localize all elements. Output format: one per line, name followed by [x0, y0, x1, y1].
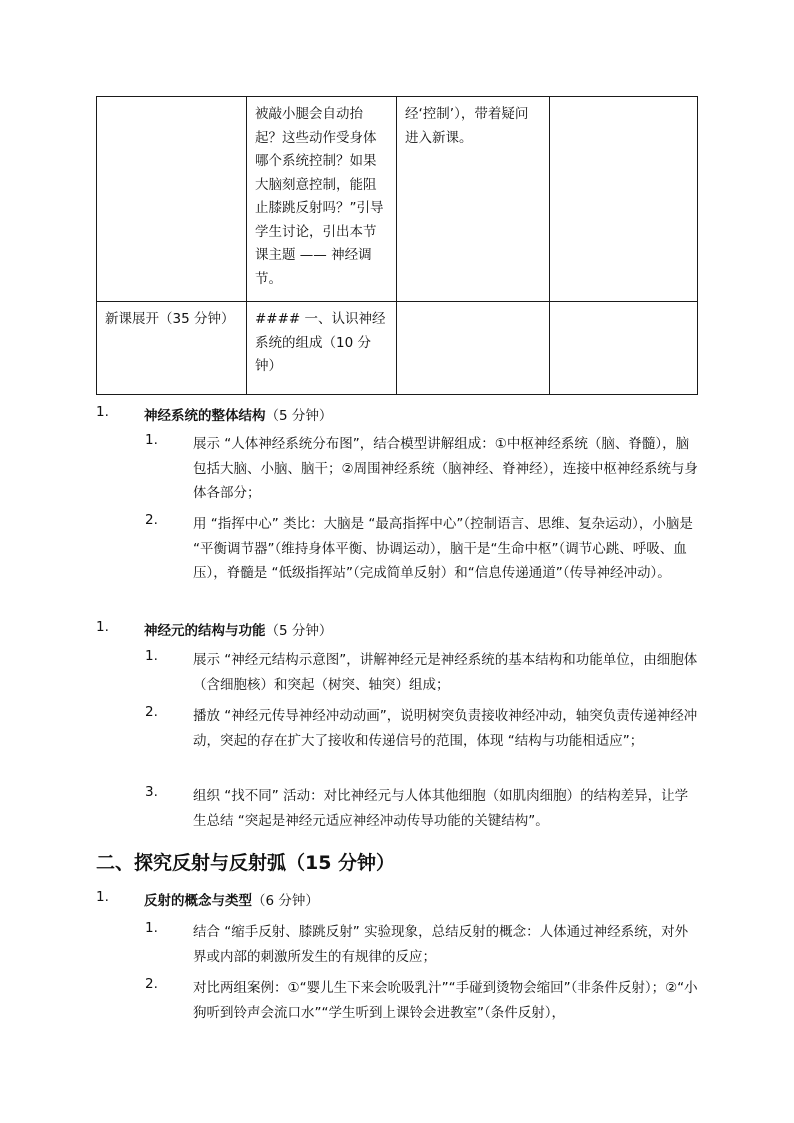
table-cell	[97, 97, 247, 302]
list-number: 1.	[96, 404, 109, 420]
sub-list-text: 组织 “找不同” 活动：对比神经元与人体其他细胞（如肌肉细胞）的结构差异，让学生总结 “突起是神经元适应神经冲动传导功能的关键结构”。	[193, 788, 689, 829]
list-number: 2.	[145, 512, 158, 528]
list-number: 1.	[96, 619, 109, 635]
sub-list-text: 展示 “神经元结构示意图”，讲解神经元是神经系统的基本结构和功能单位，由细胞体（含细胞核）和突起（树突、轴突）组成；	[193, 652, 698, 693]
list-number: 1.	[145, 920, 158, 936]
table-cell: 经‘控制’），带着疑问进入新课。	[397, 97, 550, 302]
list-number: 1.	[96, 889, 109, 905]
table-cell	[397, 302, 550, 395]
list-item-title: 神经系统的整体结构	[144, 408, 266, 424]
table-row	[97, 302, 698, 395]
lesson-plan-table	[96, 96, 698, 395]
table-cell: 被敲小腿会自动抬起？这些动作受身体哪个系统控制？如果大脑刻意控制，能阻止膝跳反射吗？”引导学生讨论，引出本节课主题 —— 神经调节。	[247, 97, 397, 302]
sub-list-text: 结合 “缩手反射、膝跳反射” 实验现象，总结反射的概念：人体通过神经系统，对外界或内部的刺激所发生的有规律的反应；	[193, 924, 689, 965]
list-number: 2.	[145, 976, 158, 992]
list-item-time: （6 分钟）	[252, 893, 319, 909]
table-cell	[550, 97, 698, 302]
section-heading: 二、探究反射与反射弧（15 分钟）	[96, 852, 396, 874]
table-cell	[550, 302, 698, 395]
sub-list-text: 展示 “人体神经系统分布图”，结合模型讲解组成：①中枢神经系统（脑、脊髓），脑包括大脑、小脑、脑干；②周围神经系统（脑神经、脊神经），连接中枢神经系统与身体各部分；	[193, 436, 698, 501]
list-item-time: （5 分钟）	[265, 623, 333, 639]
list-number: 1.	[145, 432, 158, 448]
list-number: 3.	[145, 784, 158, 800]
list-item-time: （5 分钟）	[265, 408, 333, 424]
table-row	[97, 97, 698, 302]
list-number: 2.	[145, 704, 158, 720]
sub-list-text: 播放 “神经元传导神经冲动动画”，说明树突负责接收神经冲动，轴突负责传递神经冲动，突起的存在扩大了接收和传递信号的范围，体现 “结构与功能相适应”；	[193, 708, 698, 749]
sub-list-text: 用 “指挥中心” 类比：大脑是 “最高指挥中心”（控制语言、思维、复杂运动），小脑是 “平衡调节器”（维持身体平衡、协调运动），脑干是“生命中枢”（调节心跳、呼吸、血压），脊髓是 “低级指挥站”（完成简单反射）和“信息传递通道”（传导神经冲动）。	[193, 516, 693, 581]
list-item-text	[144, 889, 319, 909]
sub-list-text: 对比两组案例：①“婴儿生下来会吮吸乳汁”“手碰到烫物会缩回”（非条件反射）；②“小狗听到铃声会流口水”“学生听到上课铃会进教室”（条件反射），	[193, 980, 698, 1021]
table-cell: #### 一、认识神经系统的组成（10 分钟）	[247, 302, 397, 395]
list-item-title: 神经元的结构与功能	[144, 623, 266, 639]
list-item-text	[144, 619, 332, 639]
list-number: 1.	[145, 648, 158, 664]
list-item-text	[144, 404, 332, 424]
list-item-title: 反射的概念与类型	[144, 893, 252, 909]
table-cell: 新课展开（35 分钟）	[97, 302, 247, 395]
